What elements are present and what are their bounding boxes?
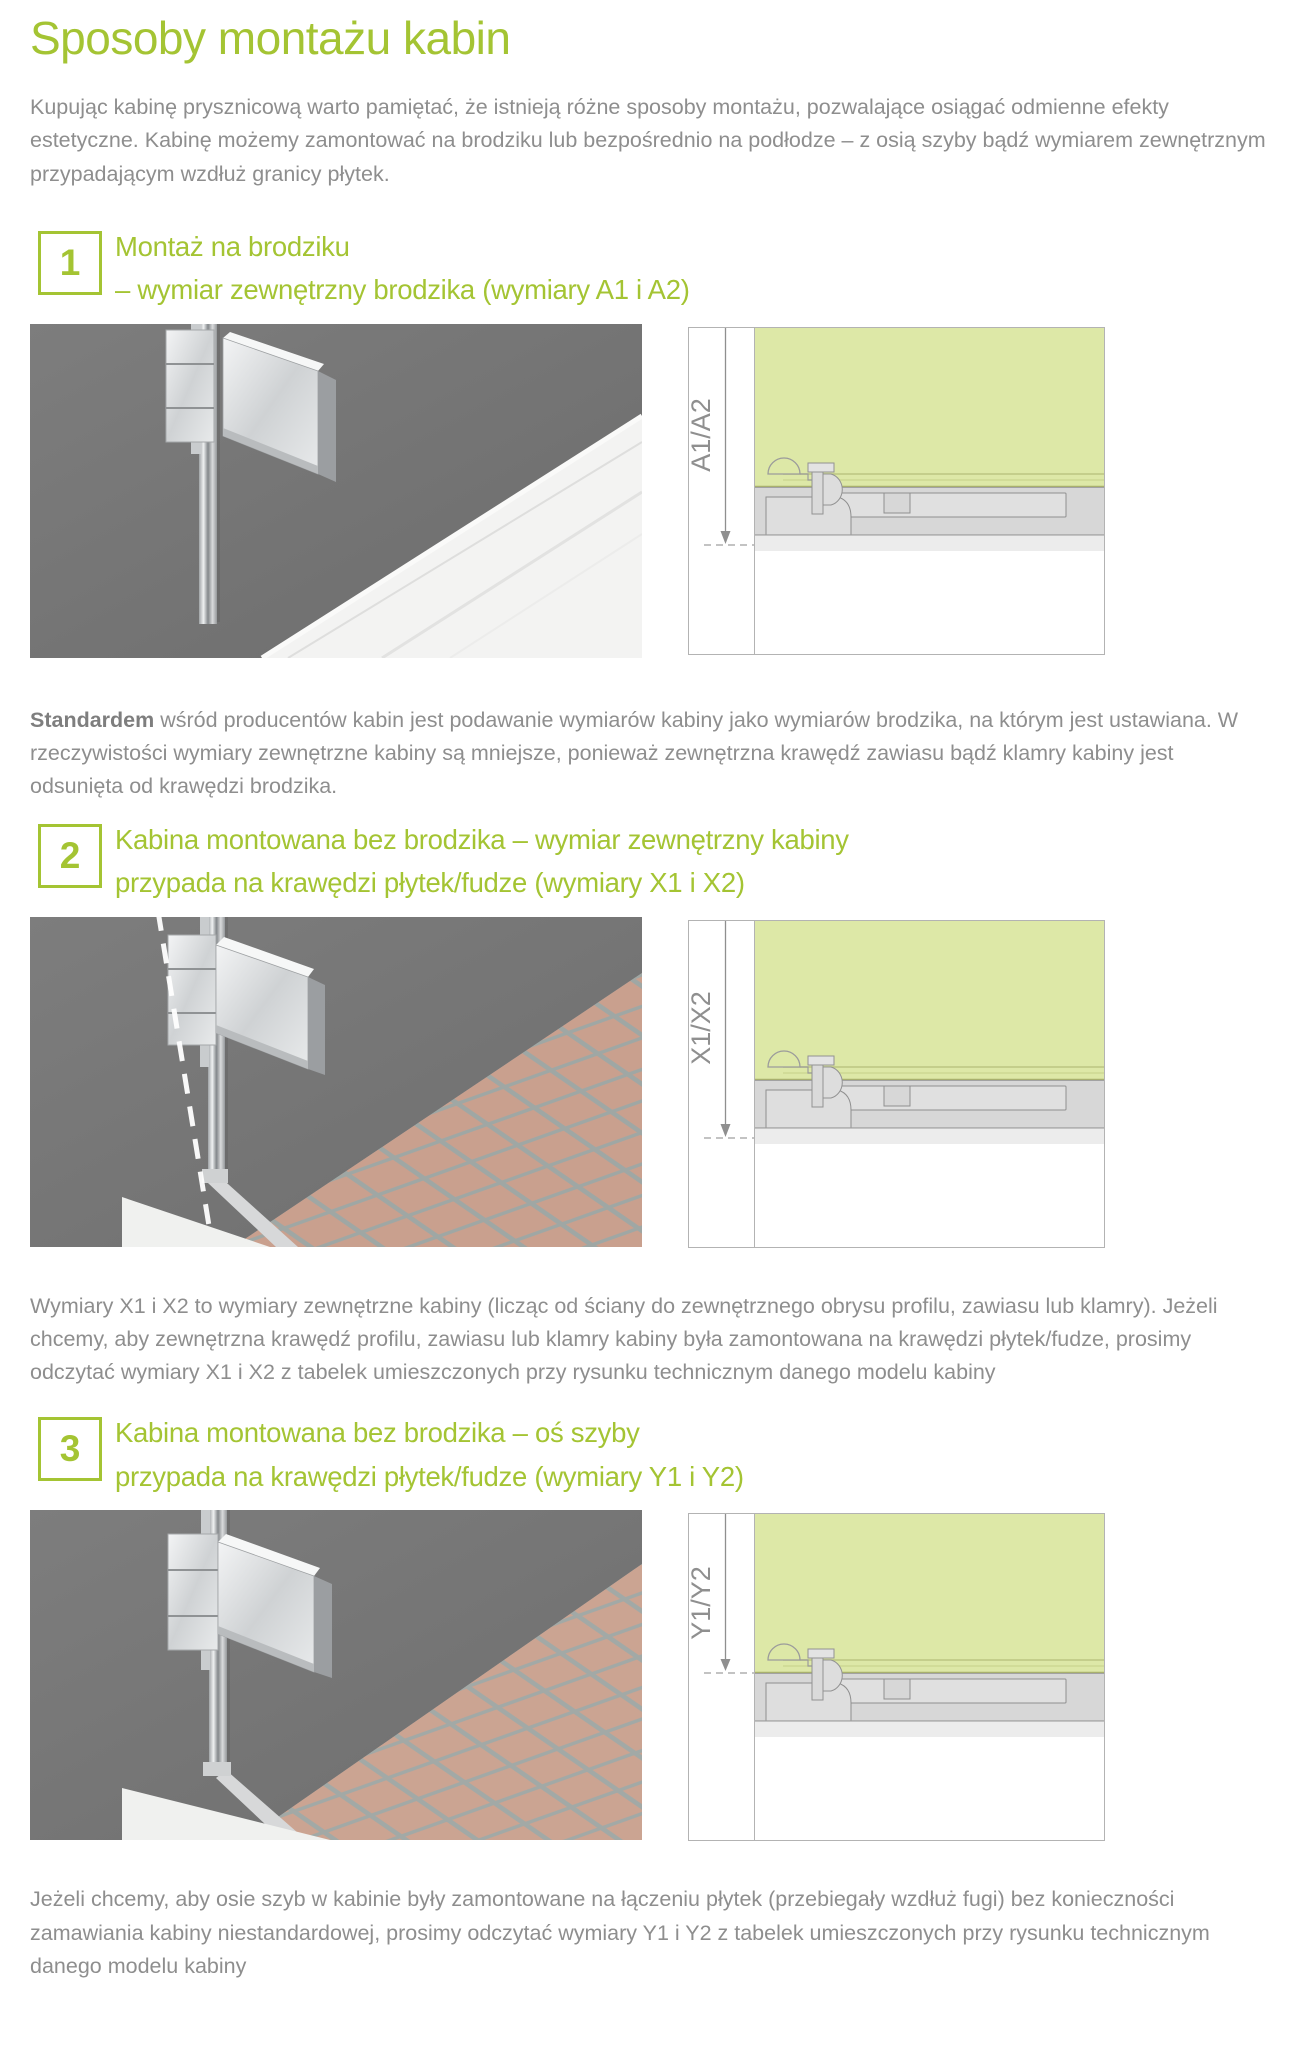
section-number-badge: 2	[38, 824, 102, 888]
profile-foot	[202, 1169, 228, 1183]
dimension-label: A1/A2	[688, 397, 716, 472]
section-2	[30, 818, 1272, 1390]
photo-hinge-on-tiles-dashed-svg	[30, 917, 642, 1247]
section-2-figures	[30, 917, 1272, 1248]
section-2-header	[30, 818, 1272, 905]
section-2-heading	[110, 818, 849, 905]
tray-profile-bar	[840, 493, 1066, 517]
tray-edge-block	[766, 1683, 851, 1721]
section-1	[30, 225, 1272, 804]
section-number-badge: 1	[38, 231, 102, 295]
section-2-paragraph: Wymiary X1 i X2 to wymiary zewnętrzne kabiny (licząc od ściany do zewnętrznego obrysu profilu, zawiasu lub klamry). Jeżeli chcemy, aby zewnętrzna krawędź profilu, zawiasu lub klamry kabiny była zamontowana na krawędzi płytek/fudze, prosimy odczytać wymiary X1 i X2 z tabelek umieszczonych przy rysunku technicznym danego modelu kabiny	[30, 1293, 1218, 1385]
clamp-hook	[808, 1649, 834, 1658]
section-3-paragraph: Jeżeli chcemy, aby osie szyb w kabinie były zamontowane na łączeniu płytek (przebiegały wzdłuż fugi) bez konieczności zamawiania kabiny niestandardowej, prosimy odczytać wymiary Y1 i Y2 z tabelek umieszczonych przy rysunku technicznym danego modelu kabiny	[30, 1887, 1210, 1978]
paragraph-body: wśród producentów kabin jest podawanie wymiarów kabiny jako wymiarów brodzika, na którym jest ustawiana. W rzeczywistości wymiary zewnętrzne kabiny są mniejsze, ponieważ zewnętrzna krawędź zawiasu bądź klamry kabiny jest odsunięta od krawędzi brodzika.	[30, 707, 1239, 799]
profile-notch	[884, 1086, 910, 1106]
glass-panel	[755, 1514, 1104, 1672]
photo-hinge-on-tiles	[30, 1510, 642, 1840]
photo-hinge-on-tiles-dashed	[30, 917, 642, 1247]
tray-profile-bar	[840, 1086, 1066, 1110]
section-3-figures	[30, 1510, 1272, 1841]
section-number-badge: 3	[38, 1417, 102, 1481]
diagram-x1-x2	[688, 920, 1105, 1248]
photo-hinge-on-tray-svg	[30, 324, 642, 658]
diagram-a1-a2	[688, 327, 1105, 655]
profile-notch	[884, 1679, 910, 1699]
profile-notch	[884, 493, 910, 513]
hinge-plate	[168, 1534, 218, 1650]
diagram-y1-y2-svg	[688, 1513, 1105, 1841]
hinge-plate	[166, 330, 214, 442]
heading-line-1: Montaż na brodziku	[115, 230, 350, 262]
section-1-figures	[30, 324, 1272, 658]
heading-line-1: Kabina montowana bez brodzika – oś szyby	[115, 1417, 640, 1449]
glass-panel	[755, 921, 1104, 1079]
tray-profile-bar	[840, 1679, 1066, 1703]
section-3-heading	[110, 1411, 744, 1498]
dimension-label: Y1/Y2	[688, 1566, 716, 1641]
photo-hinge-on-tray	[30, 324, 642, 658]
tray-shadow-strip	[755, 1722, 1104, 1737]
glass-panel	[755, 328, 1104, 486]
profile-foot	[203, 1762, 231, 1776]
section-1-heading	[110, 225, 690, 312]
tray-shadow-strip	[755, 536, 1104, 551]
diagram-a1-a2-svg	[688, 327, 1105, 655]
heading-line-1: Kabina montowana bez brodzika – wymiar zewnętrzny kabiny	[115, 823, 849, 855]
clamp-hook	[808, 463, 834, 472]
section-3-header	[30, 1411, 1272, 1498]
clamp-leg	[812, 1658, 823, 1700]
tray-edge-block	[766, 1090, 851, 1128]
page-title: Sposoby montażu kabin	[30, 12, 511, 64]
heading-line-2: przypada na krawędzi płytek/fudze (wymiary Y1 i Y2)	[115, 1460, 744, 1492]
heading-line-2: – wymiar zewnętrzny brodzika (wymiary A1 i A2)	[115, 274, 690, 306]
bracket-end-face	[314, 1576, 332, 1678]
clamp-hook	[808, 1056, 834, 1065]
intro-paragraph: Kupując kabinę prysznicową warto pamiętać, że istnieją różne sposoby montażu, pozwalające osiągać odmienne efekty estetyczne. Kabinę możemy zamontować na brodziku lub bezpośrednio na podłodze – z osią szyby bądź wymiarem zewnętrznym przypadającym wzdłuż granicy płytek.	[30, 94, 1266, 186]
section-1-header	[30, 225, 1272, 312]
bracket-end-face	[318, 371, 336, 482]
clamp-leg	[812, 472, 823, 514]
diagram-y1-y2	[688, 1513, 1105, 1841]
dimension-label: X1/X2	[688, 990, 716, 1065]
photo-hinge-on-tiles-svg	[30, 1510, 642, 1840]
section-1-paragraph	[30, 704, 1272, 804]
tray-shadow-strip	[755, 1129, 1104, 1144]
clamp-leg	[812, 1065, 823, 1107]
heading-line-2: przypada na krawędzi płytek/fudze (wymiary X1 i X2)	[115, 867, 745, 899]
paragraph-lead: Standardem	[30, 707, 155, 732]
diagram-x1-x2-svg	[688, 920, 1105, 1248]
bracket-end-face	[308, 977, 325, 1075]
tray-edge-block	[766, 497, 851, 535]
section-3	[30, 1411, 1272, 1983]
